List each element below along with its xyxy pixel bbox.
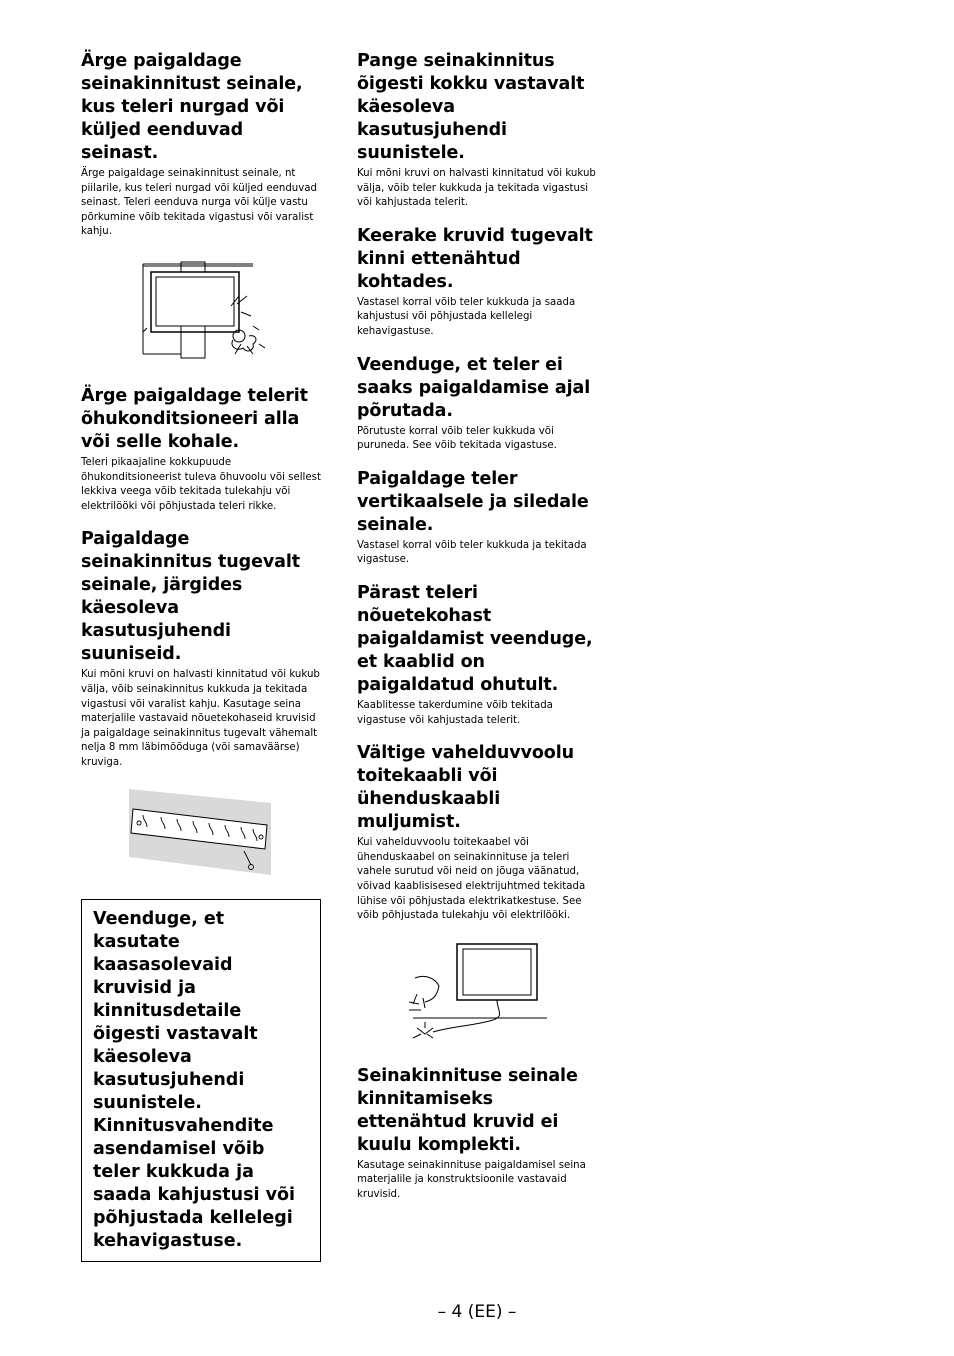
section-avoid-pinching — [357, 742, 597, 924]
section-body: Vastasel korral võib teler kukkuda ja tekitada vigastuse. — [357, 539, 587, 566]
section-body: Teleri pikaajaline kokkupuude õhukonditsioneerist tuleva õhuvoolu või sellest lekkiva veega võib tekitada tulekahju või elektrilööki või põhjustada teleri rikke. — [81, 456, 321, 512]
section-heading: Pärast teleri nõuetekohast paigaldamist veenduge, et kaablid on paigaldatud ohutult. — [357, 582, 593, 695]
section-heading: Ärge paigaldage telerit õhukonditsioneeri alla või selle kohale. — [81, 385, 308, 452]
page-number: – 4 (EE) – — [437, 1302, 517, 1322]
section-no-impact — [357, 354, 597, 454]
section-body: Ärge paigaldage seinakinnitust seinale, nt piilarile, kus teleri nurgad või küljed eenduvad seinast. Teleri eenduva nurga või külje vastu põrkumine võib tekitada vigastusi või varalist kahju. — [81, 168, 317, 238]
section-body: Põrutuste korral võib teler kukkuda või puruneda. See võib tekitada vigastuse. — [357, 425, 557, 452]
section-mount-firmly — [81, 528, 321, 770]
warning-text: Veenduge, et kasutate kaasasolevaid kruvisid ja kinnitusdetaile õigesti vastavalt käesoleva kasutusjuhendi suunistele. Kinnitusvahendite asendamisel võib teler kukkuda ja saada kahjustusi või põhjustada kellelegi kehavigastuse. — [93, 908, 296, 1251]
section-corner-protrusion — [81, 50, 321, 240]
illustration-wall-bracket — [81, 785, 321, 877]
section-tighten-screws — [357, 225, 597, 340]
section-body: Vastasel korral võib teler kukkuda ja saada kahjustusi või põhjustada kellelegi kehavigastuse. — [357, 296, 576, 337]
illustration-tv-pillar-collision — [81, 254, 321, 359]
section-heading: Seinakinnituse seinale kinnitamiseks ettenähtud kruvid ei kuulu komplekti. — [357, 1065, 578, 1155]
section-body: Kui vahelduvvoolu toitekaabel või ühenduskaabel on seinakinnituse ja teleri vahele surutud või neid on jõuga väänatud, võivad kaablisisesed elektrijuhtmed tekitada lühise või põhjustada elektrikatkestuse. See võib põhjustada tulekahju või elektrilööki. — [357, 837, 586, 922]
left-column — [81, 50, 321, 1262]
section-heading: Paigaldage seinakinnitus tugevalt seinale, järgides käesoleva kasutusjuhendi suuniseid. — [81, 529, 301, 665]
section-heading: Vältige vahelduvvoolu toitekaabli või ühenduskaabli muljumist. — [357, 743, 574, 833]
section-assemble-correctly — [357, 50, 597, 211]
section-body: Kui mõni kruvi on halvasti kinnitatud või kukub välja, võib teler kukkuda ja tekitada vigastusi või kahjustada telerit. — [357, 168, 596, 209]
section-screws-not-included — [357, 1065, 597, 1203]
section-heading: Paigaldage teler vertikaalsele ja siledale seinale. — [357, 468, 589, 535]
section-body: Kaablitesse takerdumine võib tekitada vigastuse või kahjustada telerit. — [357, 699, 553, 726]
section-heading: Ärge paigaldage seinakinnitust seinale, kus teleri nurgad või küljed eenduvad seinast. — [81, 51, 303, 163]
section-air-conditioner — [81, 385, 321, 514]
illustration-pinched-cable — [357, 938, 597, 1043]
section-secure-cables — [357, 582, 597, 728]
section-heading: Pange seinakinnitus õigesti kokku vastavalt käesoleva kasutusjuhendi suunistele. — [357, 51, 585, 163]
section-body: Kui mõni kruvi on halvasti kinnitatud või kukub välja, võib seinakinnitus kukkuda ja tekitada vigastusi või varalist kahju. Kasutage seina materjalile vastavaid nõuetekohaseid kruvisid ja paigaldage seinakinnitus tugevalt vähemalt nelja 8 mm läbimõõduga (või samaväärse) kruviga. — [81, 669, 320, 768]
section-heading: Veenduge, et teler ei saaks paigaldamise ajal põrutada. — [357, 354, 591, 421]
section-heading: Keerake kruvid tugevalt kinni ettenähtud kohtades. — [357, 225, 593, 292]
warning-box — [81, 899, 321, 1262]
section-vertical-wall — [357, 468, 597, 568]
section-body: Kasutage seinakinnituse paigaldamisel seina materjalile ja konstruktsioonile vastavaid kruvisid. — [357, 1159, 586, 1200]
right-column — [357, 50, 597, 1216]
